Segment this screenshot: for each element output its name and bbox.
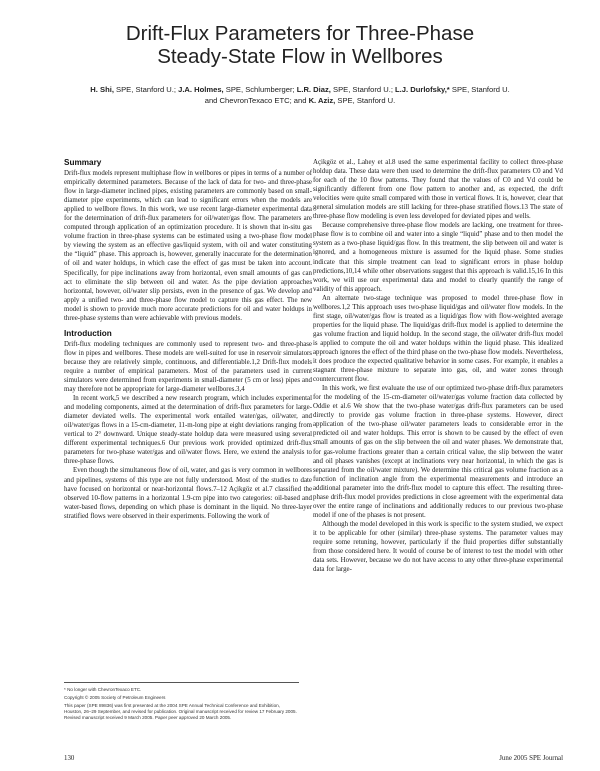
footnote-copyright: Copyright © 2005 Society of Petroleum Engineers — [64, 695, 166, 700]
paper-title — [40, 22, 560, 68]
author-affiliation: and ChevronTexaco ETC; and — [204, 96, 309, 105]
title-line-1: Drift-Flux Parameters for Three-Phase — [125, 22, 475, 45]
author-affiliation: SPE, Stanford U. — [449, 85, 510, 94]
body-paragraph-5: Although the model developed in this work is specific to the system studied, we expect it to be applicable for other (similar) three-phase systems. The parameter values may require some retuning, however, particularly if the fluid properties differ substantially from those considered here. It would of course be of interest to test the model with other data sets. However, because we do not have access to any other three-phase experimental data for large- — [313, 520, 563, 574]
footnote-publication-history: This paper (SPE 89836) was first presented at the 2004 SPE Annual Technical Conference and Exhibition, Houston, 26–29 September, and revised for publication. Original manuscript received for review 17 February 2005. Revised manuscript received 9 March 2005. Paper peer approved 20 March 2005. — [64, 703, 297, 720]
author-name: H. Shi, — [90, 85, 114, 94]
intro-paragraph-2: In recent work,5 we described a new research program, which includes experimental and modeling components, aimed at the determination of drift-flux parameters for large-diameter deviated wells. The experimental work entailed water/gas, oil/water, and oil/water/gas flows in a 15-cm-diameter, 11-m-long pipe at eight deviations ranging from vertical to 2° downward. Unique steady-state holdup data were measured using several different experimental techniques.6 Our previous work provided optimized drift-flux parameters for two-phase water/gas and oil/water flows. Here, we extend the analysis to three-phase flows. — [64, 395, 312, 466]
body-paragraph-4: In this work, we first evaluate the use of our optimized two-phase drift-flux parameters for the modeling of the 15-cm-diameter oil/water/gas volume fraction data collected by Oddie et al.6 We show that the two-phase water/gas drift-flux parameters can be used directly to provide gas volume fraction in three-phase systems. However, direct application of the two-phase oil/water parameters leads to considerable error in the predicted oil and water holdups. This error is shown to be caused by the effect of even small amounts of gas on the slip between the oil and water phases. We demonstrate that, for gas-volume fractions greater than a certain critical value, the slip between the water and oil phases vanishes (except at inclinations very near horizontal, in which the gas is separated from the oil/water mixture). We determine this critical gas volume fraction as a function of inclination angle from the experimental measurements and introduce an additional parameter into the drift-flux model to capture this effect. The resulting three-phase drift-flux model provides predictions in close agreement with the experimental data over the entire range of inclinations and additionally reduces to our previous two-phase model if one of the phases is not present. — [313, 385, 563, 519]
author-name: J.A. Holmes, — [178, 85, 224, 94]
right-column — [313, 158, 563, 574]
author-line-2 — [50, 95, 550, 106]
author-affiliation: SPE, Schlumberger; — [223, 85, 297, 94]
summary-paragraph: Drift-flux models represent multiphase flow in wellbores or pipes in terms of a number of empirically determined parameters. Because of the lack of data for two- and three-phase flow in large-diameter inclined pipes, existing parameters are commonly based on small-diameter pipe experiments, which can lead to significant errors when the models are applied to wellbore flows. In this work, we use recent large-diameter experimental data for the determination of drift-flux parameters for oil/water/gas flow. The parameters are computed through application of an optimization procedure. It is shown that in-situ gas volume fraction in three-phase systems can be estimated using a two-phase flow model by viewing the system as an effective gas/liquid system, with oil and water constituting the “liquid” phase. This approach is, however, generally inaccurate for the determination of oil and water holdups, in which case the effect of gas must be taken into account. Specifically, for pipe inclinations away from horizontal, even small amounts of gas can act to eliminate the slip between oil and water. As the pipe deviation approaches horizontal, however, oil/water slip persists, even in the presence of gas. We develop and apply a unified two- and three-phase flow model to capture this gas effect. The new model is shown to provide much more accurate predictions for oil and water holdups in three-phase systems than were achievable with previous models. — [64, 170, 312, 322]
body-paragraph-2: Because comprehensive three-phase flow models are lacking, one treatment for three-phase flow is to combine oil and water into a single “liquid” phase and to then model the system as a two-phase liquid/gas flow. In this treatment, the slip between oil and water is ignored, and a homogeneous mixture is assumed for the liquid phase. Some studies indicate that this simple treatment can lead to significant errors in phase holdup predictions,10,14 while other observations suggest that this approach is valid.15,16 In this work, we will use our experimental data and model to clearly quantify the range of validity of this approach. — [313, 222, 563, 293]
author-line-1 — [50, 84, 550, 95]
body-paragraph-3: An alternate two-stage technique was proposed to model three-phase flow in wellbores.1,2 This approach uses two-phase liquid/gas and oil/water flow models. In the first stage, oil/water/gas flow is treated as a liquid/gas flow with flow-weighted average properties for the liquid phase. The liquid/gas drift-flux model is applied to determine the gas volume fraction and liquid holdup. In the second stage, the oil/water drift-flux model is applied to compute the oil and water holdups within the liquid phase. This idealized approach ignores the effect of the third phase on the two-phase flow models. Nevertheless, it does produce the expected qualitative behavior in some cases. For example, it enables a stagnant three-phase mixture to separate into gas, oil, and water zones through countercurrent flow. — [313, 294, 563, 384]
author-list — [50, 84, 550, 106]
author-affiliation: SPE, Stanford U.; — [330, 85, 396, 94]
intro-paragraph-1: Drift-flux modeling techniques are commonly used to represent two- and three-phase flow in pipes and wellbores. These models are well-suited for use in reservoir simulators because they are relatively simple, continuous, and differentiable.1,2 Drift-flux models require a number of empirical parameters. Most of the parameters used in current simulators were determined from experiments in small-diameter (5 cm or less) pipes and may therefore not be appropriate for large-diameter wellbores.3,4 — [64, 340, 312, 394]
author-name: L.R. Diaz, — [296, 85, 331, 94]
title-line-2: Steady-State Flow in Wellbores — [157, 45, 443, 68]
author-affiliation: SPE, Stanford U. — [335, 96, 396, 105]
footnote-affiliation: * No longer with ChevronTexaco ETC. — [64, 687, 142, 692]
introduction-heading: Introduction — [64, 328, 112, 338]
intro-paragraph-3: Even though the simultaneous flow of oil, water, and gas is very common in wellbores and pipelines, systems of this type are not fully understood. Most of the studies to date have focused on horizontal or near-horizontal flows.7–12 Açikgöz et al.7 classified the observed 10-flow patterns in a horizontal 1.9-cm pipe into two categories: oil-based and water-based flows, depending on which phase is dominant in the liquid. No three-layer stratified flows were observed in their experiments. Following the work of — [64, 467, 312, 520]
body-paragraph-1: Açikgöz et al., Lahey et al.8 used the same experimental facility to collect three-phase holdup data. These data were then used to determine the drift-flux parameters C0 and Vd for each of the 10 flow patterns. They found that the values of C0 and Vd could be significantly different from one flow pattern to another and, as expected, the drift velocities were quite small compared with those in vertical flows. It is, however, clear that general simulation models are still lacking for three-phase stratified flows.13 The state of three-phase flow modeling is even less developed for deviated pipes and wells. — [313, 159, 563, 221]
left-column — [64, 158, 312, 521]
journal-issue: June 2005 SPE Journal — [499, 755, 563, 762]
author-affiliation: SPE, Stanford U.; — [113, 85, 179, 94]
footnotes — [64, 682, 299, 723]
author-name: L.J. Durlofsky,* — [395, 85, 450, 94]
author-name: K. Aziz, — [308, 96, 336, 105]
summary-heading: Summary — [64, 158, 102, 167]
page-number: 130 — [64, 755, 75, 762]
